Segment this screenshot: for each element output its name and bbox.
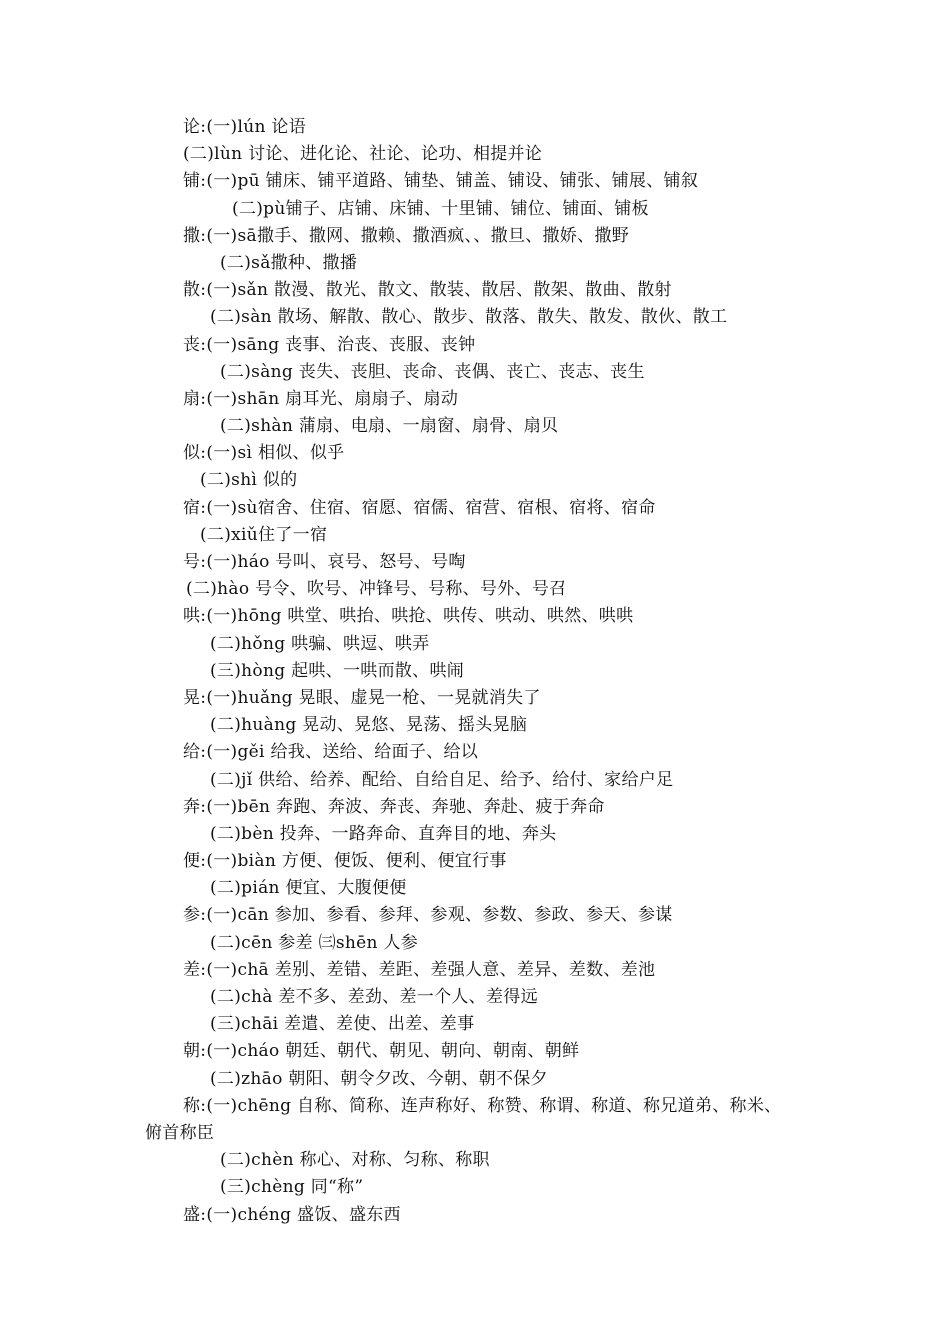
text-line: 铺:(一)pū 铺床、铺平道路、铺垫、铺盖、铺设、铺张、铺展、铺叙: [183, 171, 699, 192]
text-line: 参:(一)cān 参加、参看、参拜、参观、参数、参政、参天、参谋: [183, 905, 673, 926]
text-line: 朝:(一)cháo 朝廷、朝代、朝见、朝向、朝南、朝鲜: [183, 1041, 580, 1062]
polyphonic-character-list: [0, 114, 950, 1229]
text-line: 宿:(一)sù宿舍、住宿、宿愿、宿儒、宿营、宿根、宿将、宿命: [183, 497, 656, 518]
text-line: (二)hǒng 哄骗、哄逗、哄弄: [210, 633, 430, 654]
text-line: 称:(一)chēng 自称、简称、连声称好、称赞、称谓、称道、称兄道弟、称米、: [183, 1095, 782, 1116]
text-line: (二)pián 便宜、大腹便便: [210, 878, 407, 899]
text-line: (二)zhāo 朝阳、朝令夕改、今朝、朝不保夕: [210, 1068, 548, 1089]
text-line: 俯首称臣: [145, 1122, 215, 1143]
text-line: (二)chà 差不多、差劲、差一个人、差得远: [210, 987, 538, 1007]
text-line: (二)shì 似的: [200, 470, 298, 491]
text-line: (二)cēn 参差 ㈢shēn 人参: [210, 932, 419, 953]
text-line: (二)xiǔ住了一宿: [200, 524, 328, 545]
text-line: 论:(一)lún 论语: [183, 117, 307, 137]
text-line: (二)bèn 投奔、一路奔命、直奔目的地、奔头: [210, 823, 557, 844]
text-line: (三)chèng 同“称”: [220, 1177, 364, 1198]
text-line: (二)chèn 称心、对称、匀称、称职: [220, 1150, 490, 1171]
text-line: 盛:(一)chéng 盛饭、盛东西: [183, 1204, 401, 1225]
text-line: 便:(一)biàn 方便、便饭、便利、便宜行事: [183, 851, 507, 872]
text-line: 给:(一)gěi 给我、送给、给面子、给以: [183, 742, 479, 763]
text-line: (二)huàng 晃动、晃悠、晃荡、摇头晃脑: [210, 715, 528, 736]
text-line: (二)lùn 讨论、进化论、社论、论功、相提并论: [183, 144, 543, 165]
text-line: (二)pù铺子、店铺、床铺、十里铺、铺位、铺面、铺板: [232, 198, 649, 219]
text-line: (二)hào 号令、吹号、冲锋号、号称、号外、号召: [186, 579, 567, 600]
text-line: (二)shàn 蒲扇、电扇、一扇窗、扇骨、扇贝: [220, 416, 559, 437]
text-line: 撒:(一)sā撒手、撒网、撒赖、撒酒疯、、撒旦、撒娇、撒野: [183, 225, 630, 246]
text-line: 差:(一)chā 差别、差错、差距、差强人意、差异、差数、差池: [183, 959, 656, 980]
text-line: 奔:(一)bēn 奔跑、奔波、奔丧、奔驰、奔赴、疲于奔命: [183, 796, 605, 817]
text-line: 丧:(一)sāng 丧事、治丧、丧服、丧钟: [183, 334, 476, 355]
text-line: 哄:(一)hōng 哄堂、哄抬、哄抢、哄传、哄动、哄然、哄哄: [183, 606, 634, 627]
text-line: (二)sàn 散场、解散、散心、散步、散落、散失、散发、散伙、散工: [210, 307, 728, 328]
text-line: (二)sǎ撒种、撒播: [220, 252, 358, 273]
text-line: 号:(一)háo 号叫、哀号、怒号、号啕: [183, 552, 466, 572]
text-line: (二)sàng 丧失、丧胆、丧命、丧偶、丧亡、丧志、丧生: [220, 361, 645, 382]
text-line: 散:(一)sǎn 散漫、散光、散文、散装、散居、散架、散曲、散射: [183, 280, 672, 301]
text-line: (二)jǐ 供给、给养、配给、自给自足、给予、给付、家给户足: [210, 769, 674, 790]
text-line: 扇:(一)shān 扇耳光、扇扇子、扇动: [183, 388, 459, 409]
text-line: 似:(一)sì 相似、似乎: [183, 443, 345, 464]
text-line: (三)hòng 起哄、一哄而散、哄闹: [210, 660, 465, 681]
text-line: 晃:(一)huǎng 晃眼、虚晃一枪、一晃就消失了: [183, 687, 541, 708]
text-line: (三)chāi 差遣、差使、出差、差事: [210, 1014, 475, 1035]
